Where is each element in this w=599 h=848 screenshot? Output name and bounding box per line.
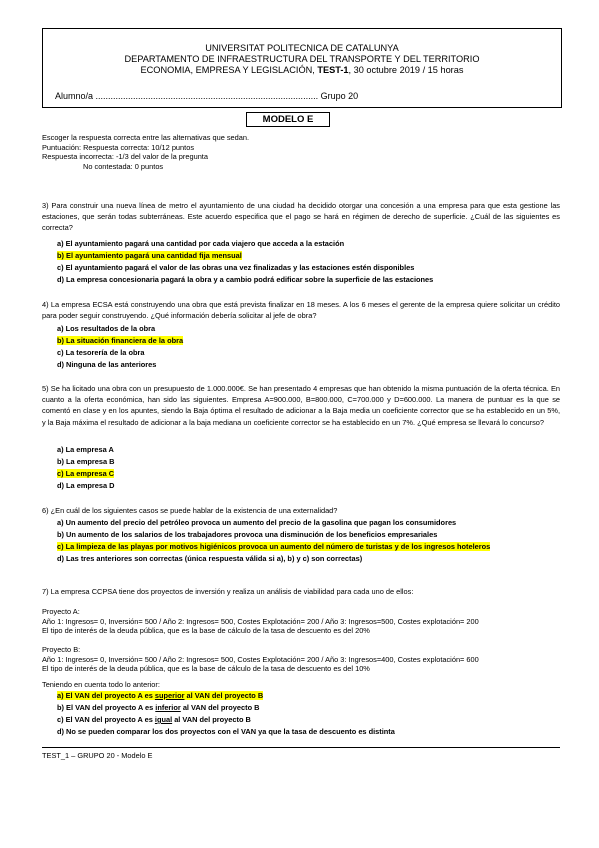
- course-line: [43, 65, 561, 76]
- q6-option-c: [57, 542, 490, 552]
- instruction-line: No contestada: 0 puntos: [83, 161, 164, 171]
- q3-option-d: d) La empresa concesionaria pagará la obra y a cambio podrá edificar sobre la superficie de las estaciones: [57, 275, 434, 284]
- project-b-title: Proyecto B:: [42, 645, 81, 654]
- university-name: UNIVERSITAT POLITECNICA DE CATALUNYA: [205, 43, 399, 53]
- instruction-line: Escoger la respuesta correcta entre las alternativas que sedan.: [42, 133, 250, 142]
- option-text: al VAN del proyecto B: [172, 715, 251, 724]
- project-b-flows: Año 1: Ingresos= 0, Inversión= 500 / Año 2: Ingresos= 500, Costes Explotación= 200 / Año 3: Ingresos=400, Costes explotación= 600: [42, 654, 479, 664]
- project-a: [42, 607, 560, 636]
- test-label: TEST-1: [317, 65, 349, 75]
- student-name-line: Alumno/a ......................................................................................... Grupo 20: [55, 91, 359, 101]
- q5-option-c: [57, 469, 114, 479]
- exam-header: [42, 28, 562, 108]
- option-text: al VAN del proyecto B: [180, 703, 260, 712]
- option-text: c) El VAN del proyecto A es: [57, 715, 155, 724]
- question-5-text: 5) Se ha licitado una obra con un presupuesto de 1.000.000€. Se han presentado 4 empresas que han obtenido la misma puntuación de la oferta técnica. En cuanto a la oferta económica, han sido las siguientes. Empresa A=900.000, B=800.000, C=700.000 y D=600.000. La manera de puntuar es la que se comentó en clase y en los apuntes, siendo la Baja óptima el resultado de adicionar a la Baja media un coeficiente corrector que se ha establecido en un 5%, y la Baja máxima el resultado de adicionar a la baja mediana un coeficiente corrector se ha establecido en un 7%. ¿Qué empresa se llevará lo concurso?: [42, 384, 560, 427]
- project-b: [42, 645, 560, 674]
- question-4-text: 4) La empresa ECSA está construyendo una obra que está prevista finalizar en 18 meses. A los 6 meses el gerente de la empresa quiere solicitar un crédito para poder seguir construyendo. ¿Qué información debería solicitar al jefe de obra?: [42, 300, 560, 321]
- option-text: b) El VAN del proyecto A es: [57, 703, 156, 712]
- q4-option-a: a) Los resultados de la obra: [57, 324, 156, 333]
- q7-lead-in: Teniendo en cuenta todo lo anterior:: [42, 680, 160, 689]
- highlighted-answer: c) La empresa C: [57, 469, 115, 478]
- q4-option-c: c) La tesorería de la obra: [57, 348, 145, 357]
- q3-option-c: c) El ayuntamiento pagará el valor de las obras una vez finalizadas y las estaciones estén disponibles: [57, 263, 415, 272]
- q6-option-a: a) Un aumento del precio del petróleo provoca un aumento del precio de la gasolina que pagan los consumidores: [57, 518, 457, 527]
- project-b-rate: El tipo de interés de la deuda pública, que es la base de cálculo de la tasa de descuento es del 10%: [42, 664, 370, 674]
- underlined-word: igual: [154, 715, 173, 724]
- project-a-flows: Año 1: Ingresos= 0, Inversión= 500 / Año 2: Ingresos= 500, Costes Explotación= 200 / Año 3: Ingresos=500, Costes explotación= 200: [42, 616, 479, 626]
- underlined-word: inferior: [155, 703, 181, 712]
- highlighted-answer: c) La limpieza de las playas por motivos higiénicos provoca un aumento del número de turistas y de los ingresos hoteleros: [57, 542, 491, 551]
- q5-option-a: a) La empresa A: [57, 445, 114, 454]
- question-6-text: 6) ¿En cuál de los siguientes casos se puede hablar de la existencia de una externalidad?: [42, 506, 338, 515]
- q7-option-d: d) No se pueden comparar los dos proyectos con el VAN ya que la tasa de descuento es distinta: [57, 727, 395, 736]
- option-text: al VAN del proyecto B: [184, 691, 264, 700]
- course-name: ECONOMIA, EMPRESA Y LEGISLACIÓN,: [140, 65, 318, 75]
- instruction-line: Puntuación: Respuesta correcta: 10/12 puntos: [42, 142, 195, 152]
- q5-option-b: b) La empresa B: [57, 457, 115, 466]
- question-3-text: 3) Para construir una nueva línea de metro el ayuntamiento de una ciudad ha decidido otorgar una concesión a una empresa para que esta gestione las estaciones, que serán todas subterráneas. Este acuerdo especifica que el pago se hará en régimen de derecho de superficie. ¿Cuál de las siguientes es correcta?: [42, 201, 560, 233]
- q6-option-d: d) Las tres anteriores son correctas (única respuesta válida si a), b) y c) son correctas): [57, 554, 363, 563]
- highlighted-answer: b) El ayuntamiento pagará una cantidad fija mensual: [57, 251, 242, 260]
- page-footer: TEST_1 – GRUPO 20 - Modelo E: [42, 751, 153, 760]
- q7-option-b: [57, 703, 259, 713]
- exam-date: , 30 octubre 2019 / 15 horas: [348, 65, 464, 75]
- highlighted-answer: b) La situación financiera de la obra: [57, 336, 184, 345]
- instruction-line: Respuesta incorrecta: -1/3 del valor de la pregunta: [42, 152, 208, 162]
- underlined-word: superior: [154, 691, 185, 700]
- q7-option-a: [57, 691, 263, 701]
- instructions: [42, 133, 560, 171]
- project-a-title: Proyecto A:: [42, 607, 80, 616]
- q3-option-b: [57, 251, 242, 261]
- model-label: MODELO E: [246, 112, 330, 127]
- option-text: a) El VAN del proyecto A es: [57, 691, 155, 700]
- department-name: DEPARTAMENTO DE INFRAESTRUCTURA DEL TRANSPORTE Y DEL TERRITORIO: [124, 54, 480, 64]
- q5-option-d: d) La empresa D: [57, 481, 115, 490]
- q3-option-a: a) El ayuntamiento pagará una cantidad por cada viajero que acceda a la estación: [57, 239, 345, 248]
- q6-option-b: b) Un aumento de los salarios de los trabajadores provoca una disminución de los beneficios empresariales: [57, 530, 438, 539]
- footer-divider: [42, 747, 560, 748]
- highlighted-answer: [57, 691, 263, 700]
- q4-option-d: d) Ninguna de las anteriores: [57, 360, 157, 369]
- q7-option-c: [57, 715, 251, 725]
- q4-option-b: [57, 336, 183, 346]
- question-7-text: 7) La empresa CCPSA tiene dos proyectos de inversión y realiza un análisis de viabilidad para cada uno de ellos:: [42, 587, 414, 596]
- project-a-rate: El tipo de interés de la deuda pública, que es la base de cálculo de la tasa de descuento es del 20%: [42, 626, 370, 636]
